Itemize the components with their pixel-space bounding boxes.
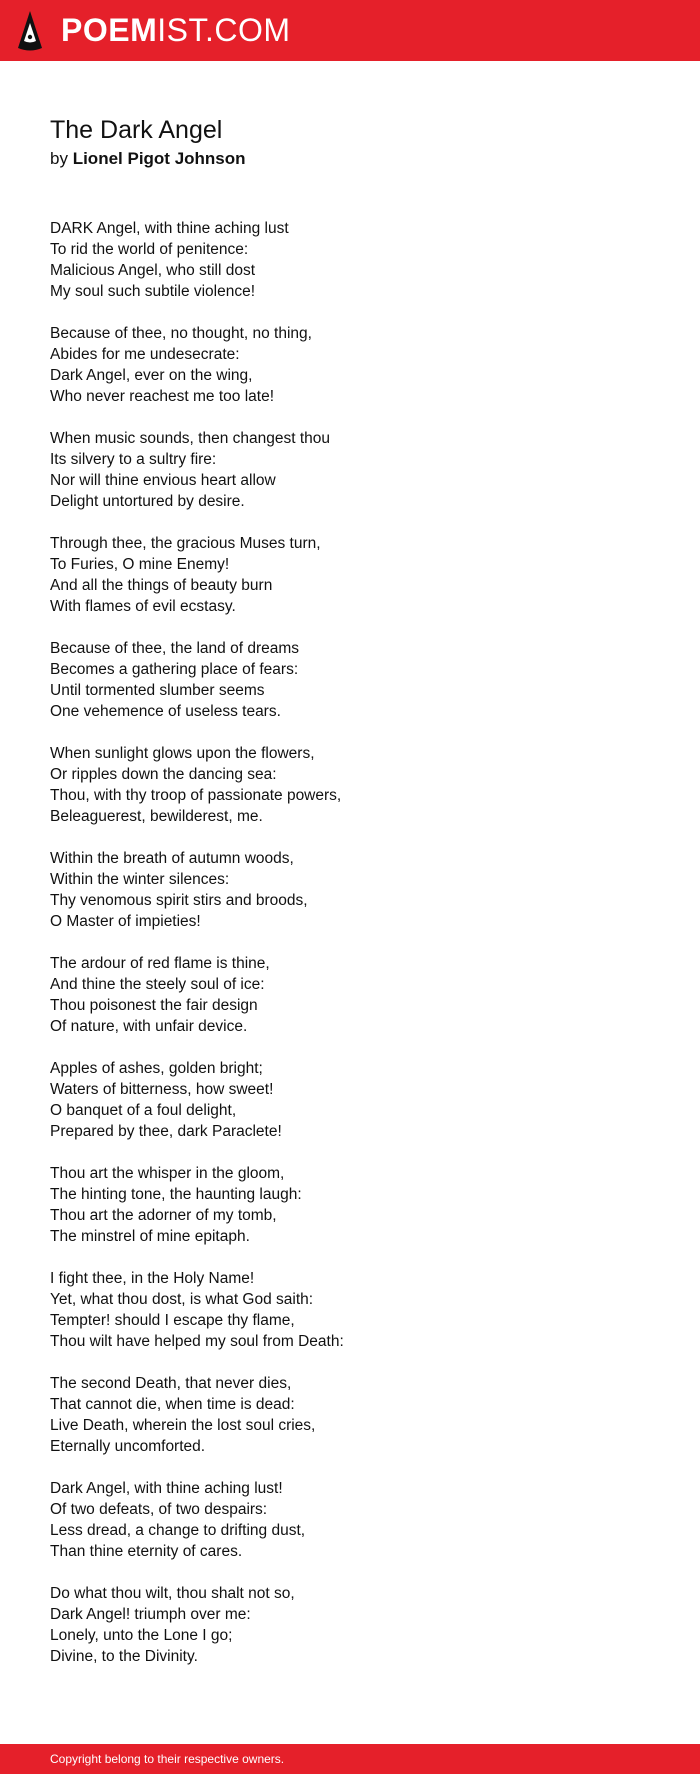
poem-line: Thou art the adorner of my tomb, [50,1207,277,1224]
stanza [50,533,650,617]
poem-line: Becomes a gathering place of fears: [50,661,299,678]
poem-heading [50,113,650,171]
stanza [50,1058,650,1142]
poem-line: Thou wilt have helped my soul from Death: [50,1333,344,1350]
poem-line: Thou art the whisper in the gloom, [50,1165,285,1182]
pen-nib-icon[interactable] [16,10,44,51]
poem-title: The Dark Angel [50,116,223,144]
poem-line: Of nature, with unfair device. [50,1018,248,1035]
poem-line: That cannot die, when time is dead: [50,1396,295,1413]
byline [50,147,650,171]
stanza [50,1268,650,1352]
poem-line: Malicious Angel, who still dost [50,262,256,279]
stanza [50,1163,650,1247]
poem-line: The second Death, that never dies, [50,1375,292,1392]
site-footer [0,1744,700,1774]
poem-line: I fight thee, in the Holy Name! [50,1270,255,1287]
poem-line: Than thine eternity of cares. [50,1543,243,1560]
poem-line: The minstrel of mine epitaph. [50,1228,250,1245]
poem-line: Thou, with thy troop of passionate powers, [50,787,342,804]
poem-line: Beleaguerest, bewilderest, me. [50,808,263,825]
poem-line: Of two defeats, of two despairs: [50,1501,268,1518]
poem-line: Dark Angel! triumph over me: [50,1606,251,1623]
poem-line: Within the winter silences: [50,871,230,888]
poem-line: Apples of ashes, golden bright; [50,1060,263,1077]
poem-line: To rid the world of penitence: [50,241,249,258]
poem-line: Who never reachest me too late! [50,388,275,405]
poem-line: Dark Angel, ever on the wing, [50,367,253,384]
stanza [50,1583,650,1667]
by-prefix: by [50,149,68,168]
stanza [50,638,650,722]
stanza [50,1478,650,1562]
poem-line: To Furies, O mine Enemy! [50,556,230,573]
poem-line: Or ripples down the dancing sea: [50,766,277,783]
author-name: Lionel Pigot Johnson [72,149,246,168]
stanza [50,428,650,512]
poem-line: Waters of bitterness, how sweet! [50,1081,274,1098]
poem-line: O banquet of a foul delight, [50,1102,237,1119]
stanza [50,848,650,932]
poem-line: And thine the steely soul of ice: [50,976,265,993]
brand-bold: POEM [61,12,158,48]
poem-line: Thy venomous spirit stirs and broods, [50,892,308,909]
poem-line: Thou poisonest the fair design [50,997,258,1014]
poem-line: Less dread, a change to drifting dust, [50,1522,306,1539]
stanza [50,1373,650,1457]
poem-line: Its silvery to a sultry fire: [50,451,217,468]
poem-line: O Master of impieties! [50,913,201,930]
poem-line: Tempter! should I escape thy flame, [50,1312,295,1329]
poem-line: Lonely, unto the Lone I go; [50,1627,233,1644]
poem-line: My soul such subtile violence! [50,283,256,300]
poem-line: Until tormented slumber seems [50,682,265,699]
poem-line: Live Death, wherein the lost soul cries, [50,1417,316,1434]
poem-line: And all the things of beauty burn [50,577,273,594]
poem-line: Because of thee, no thought, no thing, [50,325,312,342]
poem-line: Delight untortured by desire. [50,493,245,510]
poem-line: Do what thou wilt, thou shalt not so, [50,1585,295,1602]
poem-line: Within the breath of autumn woods, [50,850,294,867]
site-header [0,0,700,61]
stanza [50,218,650,302]
stanza [50,953,650,1037]
poem-line: When sunlight glows upon the flowers, [50,745,315,762]
stanza [50,323,650,407]
poem-body [50,218,650,1688]
poem-line: Through thee, the gracious Muses turn, [50,535,321,552]
site-logo-text[interactable] [61,12,291,48]
poem-line: When music sounds, then changest thou [50,430,331,447]
poem-line: With flames of evil ecstasy. [50,598,236,615]
poem-line: Because of thee, the land of dreams [50,640,300,657]
poem-line: The ardour of red flame is thine, [50,955,270,972]
poem-line: DARK Angel, with thine aching lust [50,220,289,237]
poem-line: The hinting tone, the haunting laugh: [50,1186,302,1203]
poem-line: One vehemence of useless tears. [50,703,281,720]
poem-line: Abides for me undesecrate: [50,346,240,363]
poem-line: Prepared by thee, dark Paraclete! [50,1123,282,1140]
poem-line: Nor will thine envious heart allow [50,472,276,489]
poem-line: Dark Angel, with thine aching lust! [50,1480,283,1497]
poem-line: Divine, to the Divinity. [50,1648,198,1665]
copyright-notice: Copyright belong to their respective owners. [50,1752,285,1766]
poem-line: Yet, what thou dost, is what God saith: [50,1291,314,1308]
stanza [50,743,650,827]
brand-light: IST.COM [157,12,291,48]
poem-line: Eternally uncomforted. [50,1438,206,1455]
